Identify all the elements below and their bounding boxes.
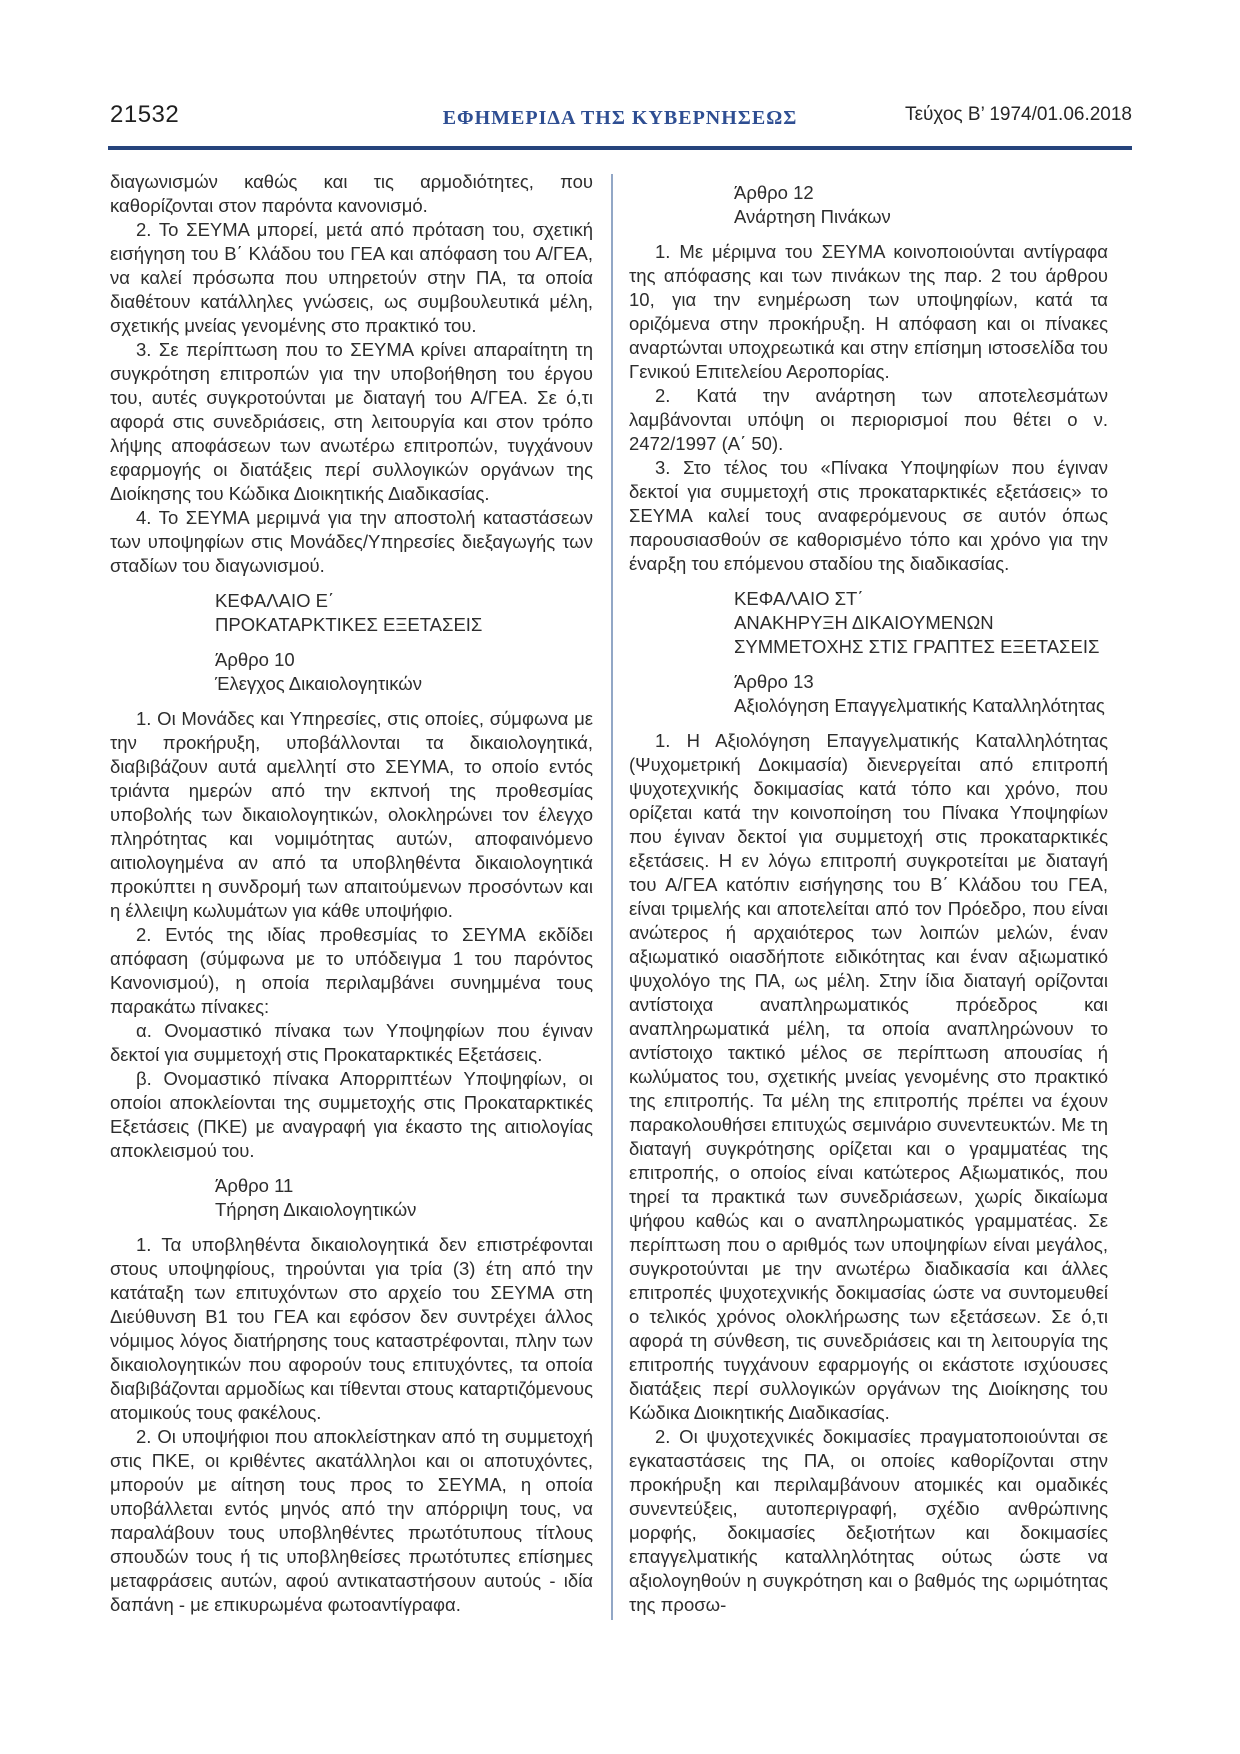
paragraph: 1. Τα υποβληθέντα δικαιολογητικά δεν επιστρέφονται στους υποψηφίους, τηρούνται για τρία (3) έτη από την κατάταξη των επιτυχόντων στο αρχείο του ΣΕΥΜΑ στη Διεύθυνση Β1 του ΓΕΑ και εφόσον δεν συντρέχει άλλος νόμιμος λόγος διατήρησης τους καταστρέφονται, πλην των δικαιολογητικών που αφορούν τους επιτυχόντες, τα οποία διαβιβάζονται αρμοδίως και τίθενται στους καταρτιζόμενους ατομικούς τους φακέλους. <box>110 1234 593 1423</box>
heading-line: ΚΕΦΑΛΑΙΟ ΣΤ΄ <box>734 588 864 609</box>
section-heading <box>734 587 1108 659</box>
paragraph: 3. Στο τέλος του «Πίνακα Υποψηφίων που έγιναν δεκτοί για συμμετοχή στις προκαταρκτικές εξετάσεις» το ΣΕΥΜΑ καλεί τους αναφερόμενους σε αυτόν όπως παρουσιασθούν σε καθορισμένο τόπο και χρόνο για την έναρξη του επόμενου σταδίου της διαδικασίας. <box>629 457 1108 574</box>
paragraph: α. Ονομαστικό πίνακα των Υποψηφίων που έγιναν δεκτοί για συμμετοχή στις Προκαταρκτικές Εξετάσεις. <box>110 1020 593 1065</box>
section-heading <box>215 589 593 637</box>
heading-line: Άρθρο 12 <box>734 182 814 203</box>
heading-line: ΚΕΦΑΛΑΙΟ Ε΄ <box>215 590 335 611</box>
left-column <box>110 170 593 1617</box>
page-number: 21532 <box>110 101 180 128</box>
paragraph: β. Ονομαστικό πίνακα Απορριπτέων Υποψηφίων, οι οποίοι αποκλείονται της συμμετοχής στις Προκαταρκτικές Εξετάσεις (ΠΚΕ) με αναγραφή για έκαστο της αιτιολογίας αποκλεισμού του. <box>110 1068 593 1161</box>
heading-line: Έλεγχος Δικαιολογητικών <box>215 673 422 694</box>
paragraph: 2. Εντός της ιδίας προθεσμίας το ΣΕΥΜΑ εκδίδει απόφαση (σύμφωνα με το υπόδειγμα 1 του παρόντος Κανονισμού), η οποία περιλαμβάνει συνημμένα τους παρακάτω πίνακες: <box>110 924 593 1017</box>
heading-line: ΑΝΑΚΗΡΥΞΗ ΔΙΚΑΙΟΥΜΕΝΩΝ <box>734 612 994 633</box>
header-rule <box>108 146 1132 150</box>
paragraph: 2. Το ΣΕΥΜΑ μπορεί, μετά από πρόταση του, σχετική εισήγηση του Β΄ Κλάδου του ΓΕΑ και απόφαση του Α/ΓΕΑ, να καλεί πρόσωπα που υπηρετούν στην ΠΑ, τα οποία διαθέτουν κατάλληλες γνώσεις, ως συμβουλευτικά μέλη, σχετικής μνείας γενομένης στο πρακτικό του. <box>110 219 593 336</box>
heading-line: Άρθρο 13 <box>734 671 814 692</box>
paragraph: 1. Οι Μονάδες και Υπηρεσίες, στις οποίες, σύμφωνα με την προκήρυξη, υποβάλλονται τα δικαιολογητικά, διαβιβάζουν αυτά αμελλητί στο ΣΕΥΜΑ, το οποίο εντός τριάντα ημερών από την εκπνοή της προθεσμίας υποβολής των δικαιολογητικών, ολοκληρώνει τον έλεγχο πληρότητας και νομιμότητας αυτών, αποφαινόμενο αιτιολογημένα αν από τα υποβληθέντα δικαιολογητικά προκύπτει η συνδρομή των απαιτούμενων προσόντων και η έλλειψη κωλυμάτων για κάθε υποψήφιο. <box>110 708 593 921</box>
heading-line: Αξιολόγηση Επαγγελματικής Καταλληλότητας <box>734 695 1105 716</box>
heading-line: Άρθρο 10 <box>215 649 295 670</box>
paragraph: 2. Οι υποψήφιοι που αποκλείστηκαν από τη συμμετοχή στις ΠΚΕ, οι κριθέντες ακατάλληλοι και οι αποτυχόντες, μπορούν με αίτηση τους προς το ΣΕΥΜΑ, η οποία υποβάλλεται εντός μηνός από την απόρριψη τους, να παραλάβουν τους υποβληθέντες πρωτότυπους τίτλους σπουδών τους ή τις υποβληθείσες πρωτότυπες επίσημες μεταφράσεις αυτών, αφού αντικαταστήσουν αυτούς - ιδία δαπάνη - με επικυρωμένα φωτοαντίγραφα. <box>110 1426 593 1615</box>
section-heading <box>215 1174 593 1222</box>
paragraph: 1. Με μέριμνα του ΣΕΥΜΑ κοινοποιούνται αντίγραφα της απόφασης και των πινάκων της παρ. 2 του άρθρου 10, για την ενημέρωση των υποψηφίων, κατά τα οριζόμενα στην προκήρυξη. Η απόφαση και οι πίνακες αναρτώνται υποχρεωτικά και στην επίσημη ιστοσελίδα του Γενικού Επιτελείου Αεροπορίας. <box>629 241 1108 382</box>
heading-line: Τήρηση Δικαιολογητικών <box>215 1199 417 1220</box>
section-heading <box>215 648 593 696</box>
paragraph: 4. Το ΣΕΥΜΑ μεριμνά για την αποστολή καταστάσεων των υποψηφίων στις Μονάδες/Υπηρεσίες διεξαγωγής των σταδίων του διαγωνισμού. <box>110 507 593 576</box>
paragraph-continuation: διαγωνισμών καθώς και τις αρμοδιότητες, που καθορίζονται στον παρόντα κανονισμό. <box>110 171 593 216</box>
heading-line: ΣΥΜΜΕΤΟΧΗΣ ΣΤΙΣ ΓΡΑΠΤΕΣ ΕΞΕΤΑΣΕΙΣ <box>734 636 1100 657</box>
section-heading <box>734 670 1108 718</box>
heading-line: Άρθρο 11 <box>215 1175 294 1196</box>
heading-line: ΠΡΟΚΑΤΑΡΚΤΙΚΕΣ ΕΞΕΤΑΣΕΙΣ <box>215 614 483 635</box>
paragraph: 2. Κατά την ανάρτηση των αποτελεσμάτων λαμβάνονται υπόψη οι περιορισμοί που θέτει ο ν. 2472/1997 (Α΄ 50). <box>629 385 1108 454</box>
paragraph: 1. Η Αξιολόγηση Επαγγελματικής Καταλληλότητας (Ψυχομετρική Δοκιμασία) διενεργείται από επιτροπή ψυχοτεχνικής δοκιμασίας κατά τόπο και χρόνο, που ορίζεται κατά την κοινοποίηση του Πίνακα Υποψηφίων που έγιναν δεκτοί για συμμετοχή στις προκαταρκτικές εξετάσεις. Η εν λόγω επιτροπή συγκροτείται με διαταγή του Α/ΓΕΑ κατόπιν εισήγησης του Β΄ Κλάδου του ΓΕΑ, είναι τριμελής και αποτελείται από τον Πρόεδρο, που είναι ανώτερος ή αρχαιότερος των λοιπών μελών, έναν αξιωματικό οιασδήποτε ειδικότητας και έναν αξιωματικό ψυχολόγο της ΠΑ, ως μέλη. Στην ίδια διαταγή ορίζονται αντίστοιχα αναπληρωματικός πρόεδρος και αναπληρωματικά μέλη, τα οποία αναπληρώνουν το αντίστοιχο τακτικό μέλος σε περίπτωση απουσίας ή κωλύματος του, σχετικής μνείας γενομένης στο πρακτικό της επιτροπής. Τα μέλη της επιτροπής πρέπει να έχουν παρακολουθήσει επιτυχώς σεμινάριο συνεντευκτών. Με τη διαταγή συγκρότησης ορίζεται και ο γραμματέας της επιτροπής, ο οποίος είναι κατώτερος Αξιωματικός, που τηρεί τα πρακτικά των συνεδριάσεων, χωρίς δικαίωμα ψήφου καθώς και ο αναπληρωματικός γραμματέας. Σε περίπτωση που ο αριθμός των υποψηφίων είναι μεγάλος, συγκροτούνται με την ανωτέρω διαδικασία και άλλες επιτροπές ψυχοτεχνικής δοκιμασίας ώστε να συντομευθεί ο τελικός χρόνος ολοκλήρωσης των εξετάσεων. Σε ό,τι αφορά τη σύνθεση, τις συνεδριάσεις και τη λειτουργία της επιτροπής τυγχάνουν εφαρμογής οι εκάστοτε ισχύουσες διατάξεις περί συλλογικών οργάνων της Διοίκησης του Κώδικα Διοικητικής Διαδικασίας. <box>629 730 1108 1423</box>
column-divider <box>611 174 613 1620</box>
gazette-title: ΕΦΗΜΕΡΙΔΑ ΤΗΣ ΚΥΒΕΡΝΗΣΕΩΣ <box>442 107 798 129</box>
heading-line: Ανάρτηση Πινάκων <box>734 206 891 227</box>
paragraph: 2. Οι ψυχοτεχνικές δοκιμασίες πραγματοποιούνται σε εγκαταστάσεις της ΠΑ, οι οποίες καθορίζονται στην προκήρυξη και περιλαμβάνουν ατομικές και ομαδικές συνεντεύξεις, αυτοπεριγραφή, σχέδιο ανθρώπινης μορφής, δοκιμασίες δεξιοτήτων και δοκιμασίες επαγγελματικής καταλληλότητας ούτως ώστε να αξιολογηθούν η συγκρότηση και ο βαθμός της ωριμότητας της προσω- <box>629 1426 1108 1615</box>
section-heading <box>734 181 1108 229</box>
issue-label: Τεύχος Β’ 1974/01.06.2018 <box>905 104 1132 125</box>
right-column <box>629 170 1108 1617</box>
paragraph: 3. Σε περίπτωση που το ΣΕΥΜΑ κρίνει απαραίτητη τη συγκρότηση επιτροπών για την υποβοήθηση του έργου του, αυτές συγκροτούνται με διαταγή του Α/ΓΕΑ. Σε ό,τι αφορά στις συνεδριάσεις, στη λειτουργία και στον τρόπο λήψης αποφάσεων των ανωτέρω επιτροπών, τυγχάνουν εφαρμογής οι διατάξεις περί συλλογικών οργάνων της Διοίκησης του Κώδικα Διοικητικής Διαδικασίας. <box>110 339 593 504</box>
